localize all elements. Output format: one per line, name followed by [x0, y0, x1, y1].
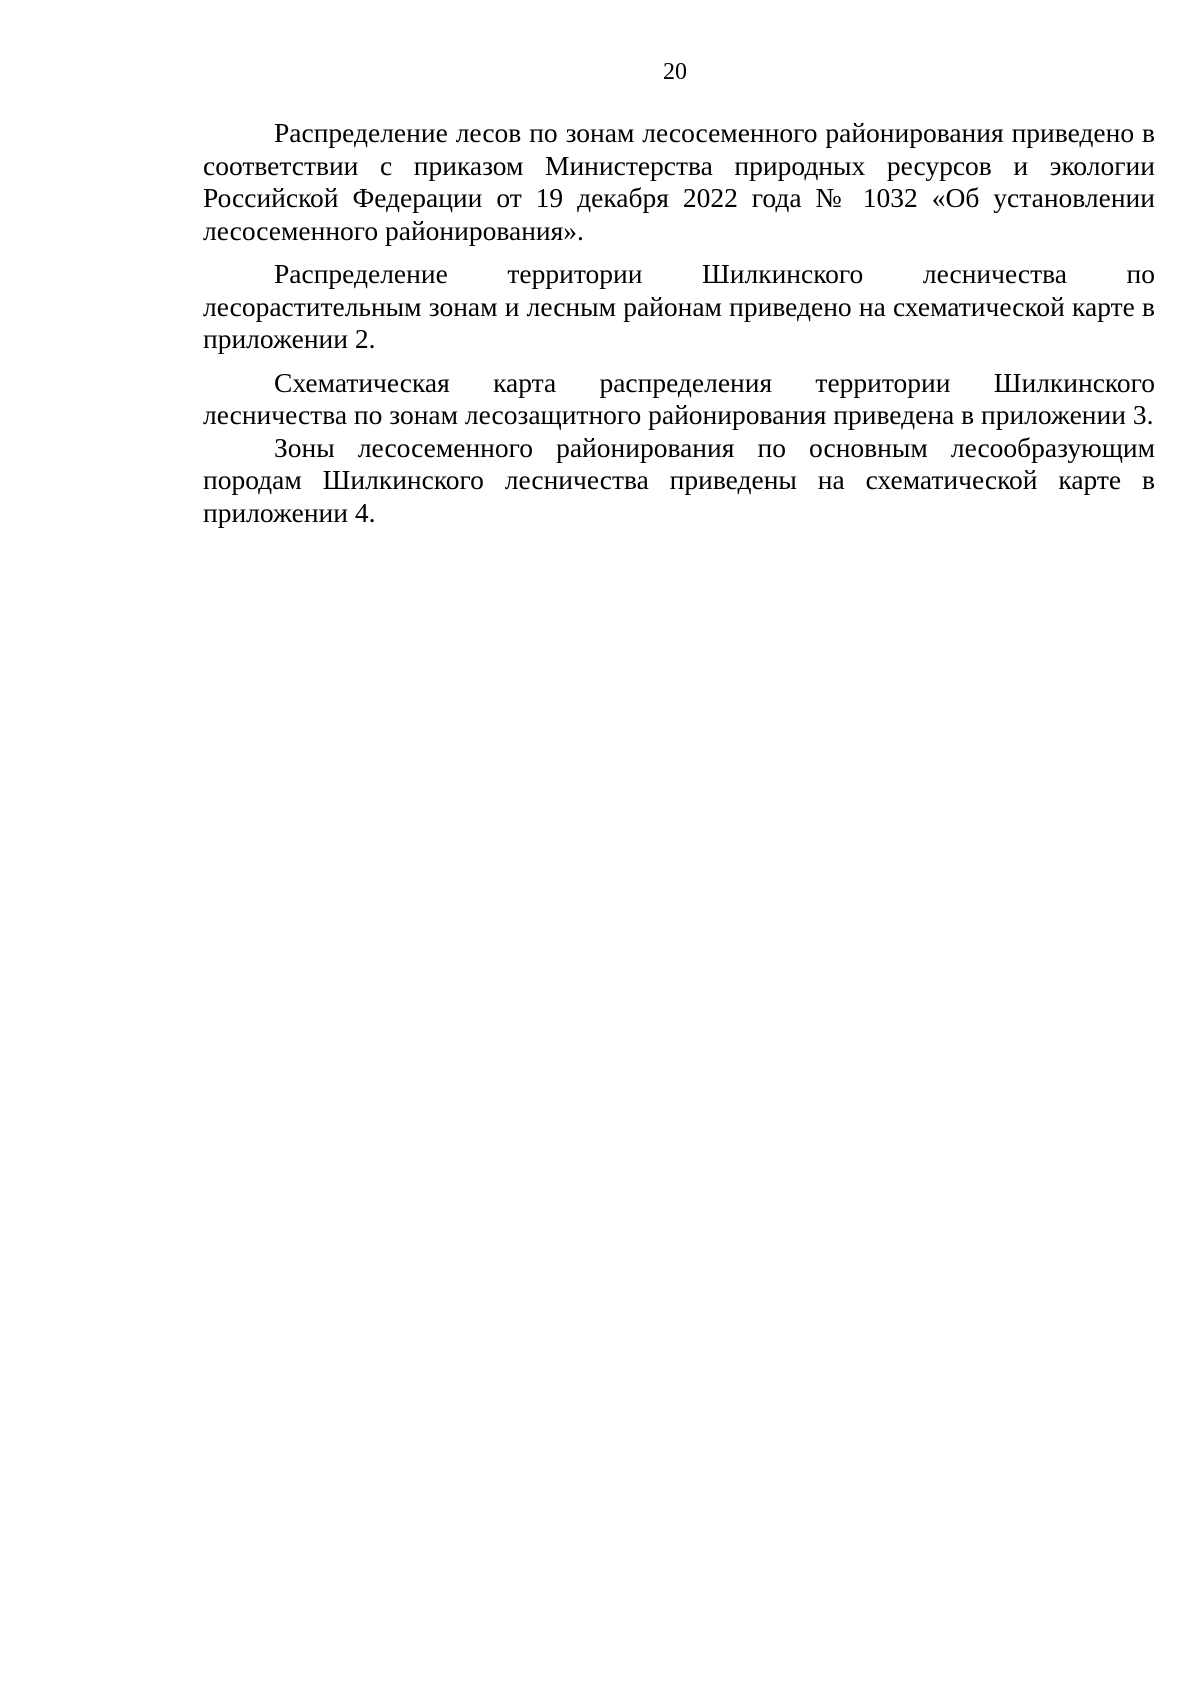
paragraph-seed-zoning: Распределение лесов по зонам лесосеменного районирования приведено в соответствии с приказом Министерства природных ресурсов и экологии Российской Федерации от 19 декабря 2022 года № 1032 «Об установлении лесосеменного районирования».: [203, 117, 1155, 246]
paragraph-vegetation-zones: Распределение территории Шилкинского лесничества по лесорастительным зонам и лесным районам приведено на схематической карте в приложении 2.: [203, 258, 1155, 354]
paragraph-seed-zoning-map: Зоны лесосеменного районирования по основным лесообразующим породам Шилкинского лесничества приведены на схематической карте в приложении 4.: [203, 431, 1155, 528]
page-number: 20: [663, 59, 687, 85]
document-body: [203, 117, 1155, 529]
paragraph-forest-protection-map: Схематическая карта распределения территории Шилкинского лесничества по зонам лесозащитного районирования приведена в приложении 3.: [203, 366, 1155, 430]
